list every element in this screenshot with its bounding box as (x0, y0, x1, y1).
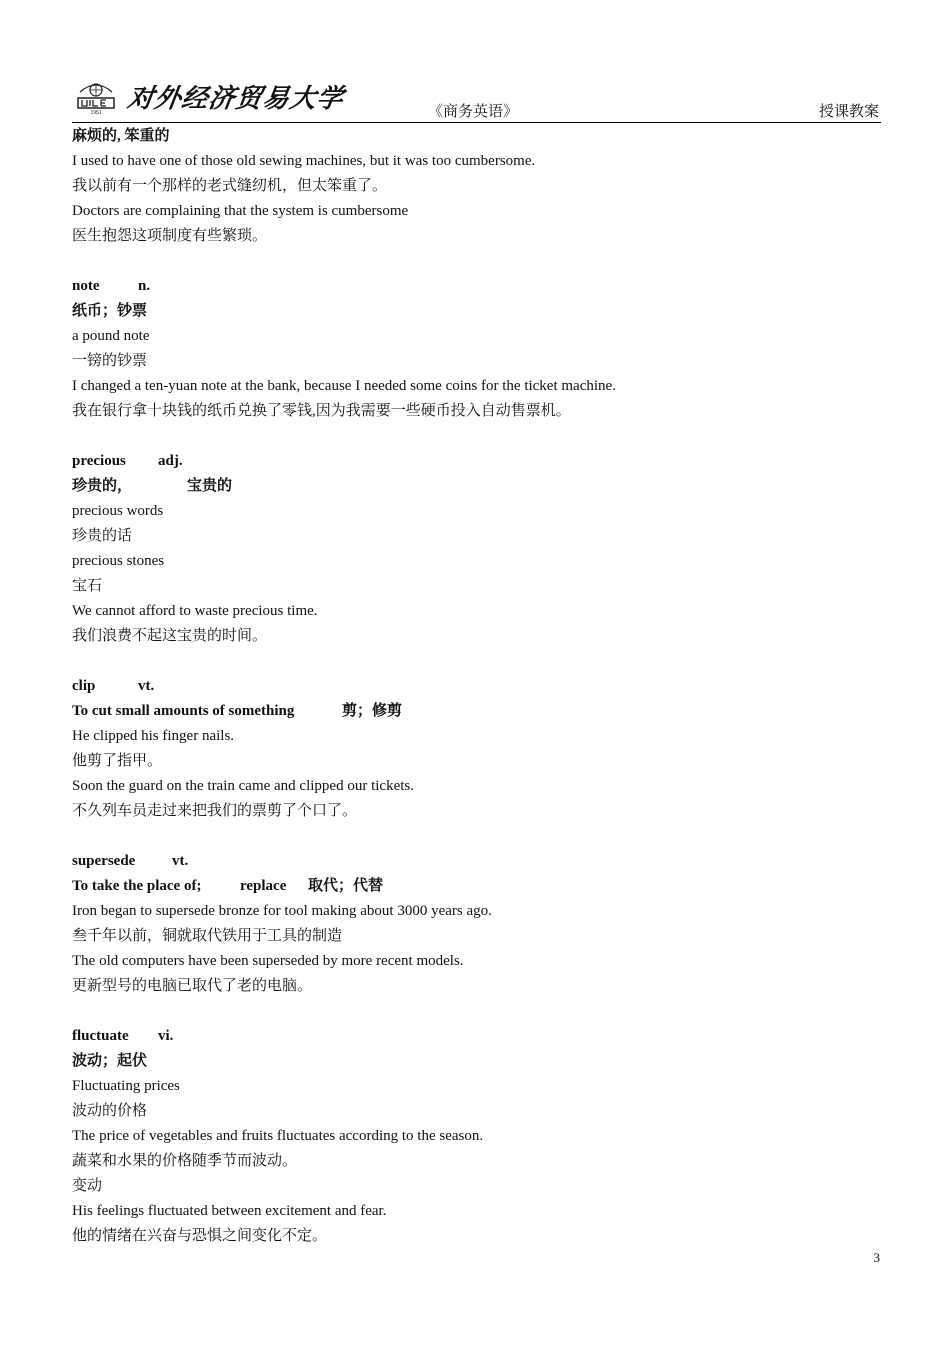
headword: fluctuate (72, 1028, 129, 1044)
definition: 波动；起伏 (72, 1053, 148, 1069)
headword: precious (72, 453, 126, 469)
definition-part: 剪；修剪 (342, 703, 403, 719)
definition-part: replace (240, 878, 287, 894)
example-sentence: I used to have one of those old sewing machines, but it was too cumbersome. (72, 153, 536, 169)
example-phrase: Fluctuating prices (72, 1078, 180, 1094)
part-of-speech: vt. (172, 853, 189, 869)
vocab-entry (72, 449, 882, 649)
definition-part: To take the place of; (72, 878, 202, 894)
course-title: 《商务英语》 (428, 104, 519, 120)
headword: supersede (72, 853, 136, 869)
headword-line (72, 274, 882, 299)
example-translation: 我们浪费不起这宝贵的时间。 (72, 628, 268, 644)
example-translation: 蔬菜和水果的价格随季节而波动。 (72, 1153, 298, 1169)
vocab-entry (72, 849, 882, 999)
example-sentence: I changed a ten-yuan note at the bank, because I needed some coins for the ticket machine. (72, 378, 616, 394)
headword-line (72, 849, 882, 874)
vocab-entry (72, 274, 882, 424)
university-logo-icon (72, 76, 120, 116)
example-translation: 叁千年以前，铜就取代铁用于工具的制造 (72, 928, 343, 944)
example-sentence: He clipped his finger nails. (72, 728, 235, 744)
example-phrase: precious words (72, 503, 164, 519)
definition: 纸币；钞票 (72, 303, 148, 319)
example-sentence: We cannot afford to waste precious time. (72, 603, 318, 619)
headword-line (72, 449, 882, 474)
headword-line (72, 674, 882, 699)
definition (72, 699, 882, 724)
example-translation: 珍贵的话 (72, 528, 133, 544)
vocab-entry (72, 1024, 882, 1249)
definition-part: To cut small amounts of something (72, 703, 295, 719)
example-sentence: Soon the guard on the train came and clipped our tickets. (72, 778, 414, 794)
school-name: 对外经济贸易大学 (125, 84, 346, 114)
vocab-entry (72, 124, 882, 249)
example-translation: 波动的价格 (72, 1103, 148, 1119)
definition-part: 珍贵的， (72, 478, 133, 494)
part-of-speech: n. (138, 278, 151, 294)
headword: clip (72, 678, 96, 694)
definition-part: 取代；代替 (308, 878, 384, 894)
example-translation: 我以前有一个那样的老式缝纫机，但太笨重了。 (72, 178, 388, 194)
example-sentence: Iron began to supersede bronze for tool making about 3000 years ago. (72, 903, 492, 919)
example-translation: 更新型号的电脑已取代了老的电脑。 (72, 978, 313, 994)
definition: 麻烦的, 笨重的 (72, 128, 170, 144)
definition-part: 宝贵的 (187, 478, 233, 494)
page-header (72, 72, 881, 123)
sub-definition: 变动 (72, 1178, 103, 1194)
headword: note (72, 278, 100, 294)
part-of-speech: adj. (158, 453, 183, 469)
example-translation: 宝石 (72, 578, 103, 594)
part-of-speech: vt. (138, 678, 155, 694)
example-sentence: His feelings fluctuated between excitement and fear. (72, 1203, 387, 1219)
example-sentence: Doctors are complaining that the system is cumbersome (72, 203, 409, 219)
document-body (72, 124, 882, 1249)
page-number: 3 (873, 1250, 880, 1265)
vocab-entry (72, 674, 882, 824)
logo-year: 1951 (90, 110, 102, 116)
example-translation: 他剪了指甲。 (72, 753, 163, 769)
example-phrase: precious stones (72, 553, 165, 569)
example-sentence: The price of vegetables and fruits fluctuates according to the season. (72, 1128, 484, 1144)
example-translation: 医生抱怨这项制度有些繁琐。 (72, 228, 268, 244)
example-phrase: a pound note (72, 328, 150, 344)
example-sentence: The old computers have been superseded by more recent models. (72, 953, 464, 969)
example-translation: 一镑的钞票 (72, 353, 148, 369)
header-label: 授课教案 (818, 104, 879, 120)
example-translation: 不久列车员走过来把我们的票剪了个口了。 (72, 803, 358, 819)
example-translation: 他的情绪在兴奋与恐惧之间变化不定。 (72, 1228, 328, 1244)
part-of-speech: vi. (158, 1028, 174, 1044)
definition (72, 874, 882, 899)
definition (72, 474, 882, 499)
headword-line (72, 1024, 882, 1049)
example-translation: 我在银行拿十块钱的纸币兑换了零钱,因为我需要一些硬币投入自动售票机。 (72, 403, 571, 419)
